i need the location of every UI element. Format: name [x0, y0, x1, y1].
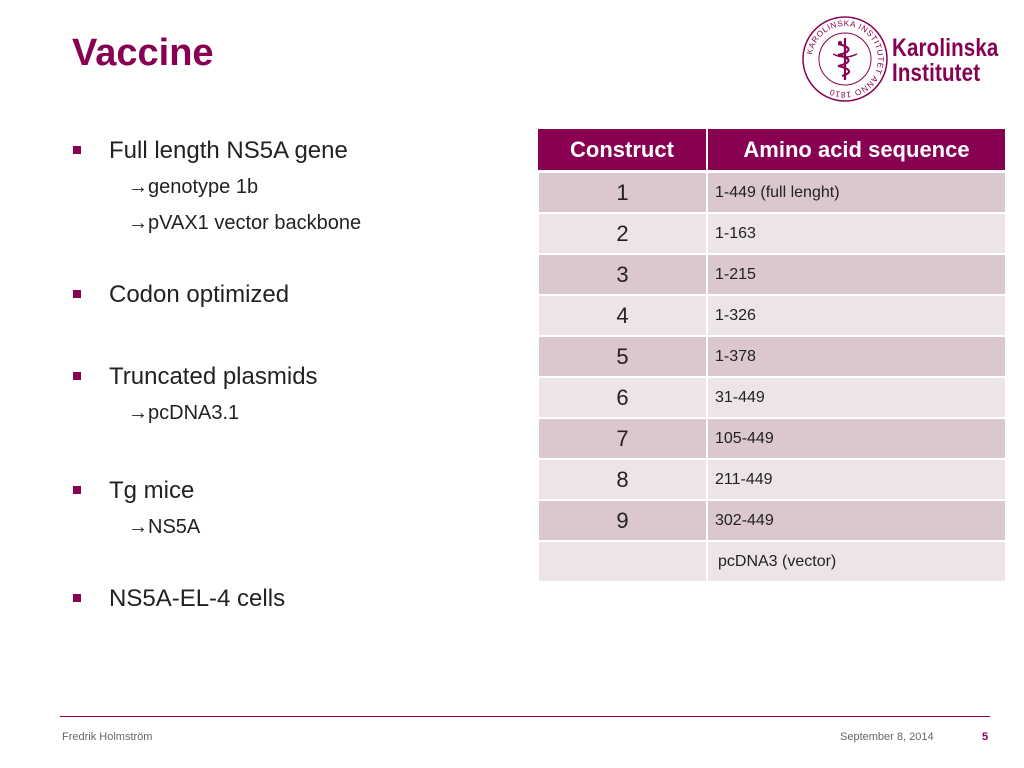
construct-cell: 5	[538, 336, 707, 377]
construct-cell: 8	[538, 459, 707, 500]
sequence-cell: 31-449	[707, 377, 1006, 418]
sub-bullet-text: NS5A	[148, 516, 201, 538]
seal-lettering: KAROLINSKA INSTITUTET ANNO 1810	[805, 18, 886, 100]
construct-cell	[538, 541, 707, 582]
logo-line-2: Institutet	[892, 59, 981, 87]
sequence-cell: 1-326	[707, 295, 1006, 336]
bullet-text: Codon optimized	[109, 281, 290, 308]
bullet-group	[72, 584, 512, 614]
bullet-item	[72, 136, 512, 166]
sequence-cell: 1-449 (full lenght)	[707, 172, 1006, 214]
sequence-cell: 1-163	[707, 213, 1006, 254]
construct-cell: 9	[538, 500, 707, 541]
bullet-square-icon	[73, 290, 81, 298]
slide-title: Vaccine	[72, 32, 214, 74]
sub-bullet-item	[72, 210, 512, 236]
table-row	[538, 500, 1006, 541]
table-row	[538, 213, 1006, 254]
construct-table	[537, 129, 1007, 583]
arrow-right-icon: →	[128, 402, 148, 424]
sub-bullet-text: pcDNA3.1	[148, 402, 240, 424]
table-row	[538, 541, 1006, 582]
bullet-square-icon	[73, 372, 81, 380]
sequence-cell: 1-215	[707, 254, 1006, 295]
footer-author: Fredrik Holmström	[62, 731, 153, 743]
arrow-right-icon: →	[128, 516, 148, 538]
construct-cell: 7	[538, 418, 707, 459]
sequence-cell: 302-449	[707, 500, 1006, 541]
bullet-group	[72, 136, 512, 236]
sequence-cell: 211-449	[707, 459, 1006, 500]
construct-cell: 2	[538, 213, 707, 254]
bullet-group	[72, 476, 512, 540]
sub-bullet-item	[72, 514, 512, 540]
bullet-item	[72, 584, 512, 614]
bullet-square-icon	[73, 146, 81, 154]
construct-cell: 3	[538, 254, 707, 295]
table-row	[538, 295, 1006, 336]
bullet-group	[72, 280, 512, 310]
construct-cell: 4	[538, 295, 707, 336]
arrow-right-icon: →	[128, 212, 148, 234]
bullet-item	[72, 476, 512, 506]
footer-date: September 8, 2014	[840, 731, 934, 743]
bullet-list	[72, 136, 512, 614]
sub-bullet-item	[72, 400, 512, 426]
table-header-row	[538, 129, 1006, 172]
footer-divider	[60, 716, 990, 717]
table-row	[538, 172, 1006, 214]
sequence-cell: pcDNA3 (vector)	[707, 541, 1006, 582]
karolinska-logo	[800, 14, 1010, 106]
seal-icon	[800, 14, 890, 104]
construct-cell: 6	[538, 377, 707, 418]
logo-line-1: Karolinska	[892, 34, 999, 62]
construct-cell: 1	[538, 172, 707, 214]
bullet-square-icon	[73, 486, 81, 494]
table-row	[538, 377, 1006, 418]
arrow-right-icon: →	[128, 176, 148, 198]
bullet-square-icon	[73, 594, 81, 602]
table-row	[538, 418, 1006, 459]
table-row	[538, 254, 1006, 295]
sequence-cell: 1-378	[707, 336, 1006, 377]
bullet-group	[72, 362, 512, 426]
sequence-cell: 105-449	[707, 418, 1006, 459]
bullet-item	[72, 362, 512, 392]
bullet-text: Full length NS5A gene	[109, 137, 348, 164]
bullet-text: Tg mice	[109, 477, 195, 504]
header-amino-acid-sequence: Amino acid sequence	[707, 129, 1006, 172]
sub-bullet-item	[72, 174, 512, 200]
sub-bullet-text: genotype 1b	[148, 176, 259, 198]
page-number: 5	[982, 731, 989, 743]
bullet-text: NS5A-EL-4 cells	[109, 585, 286, 612]
bullet-item	[72, 280, 512, 310]
table-row	[538, 459, 1006, 500]
bullet-text: Truncated plasmids	[109, 363, 318, 390]
table-row	[538, 336, 1006, 377]
header-construct: Construct	[538, 129, 707, 172]
sub-bullet-text: pVAX1 vector backbone	[148, 212, 362, 234]
